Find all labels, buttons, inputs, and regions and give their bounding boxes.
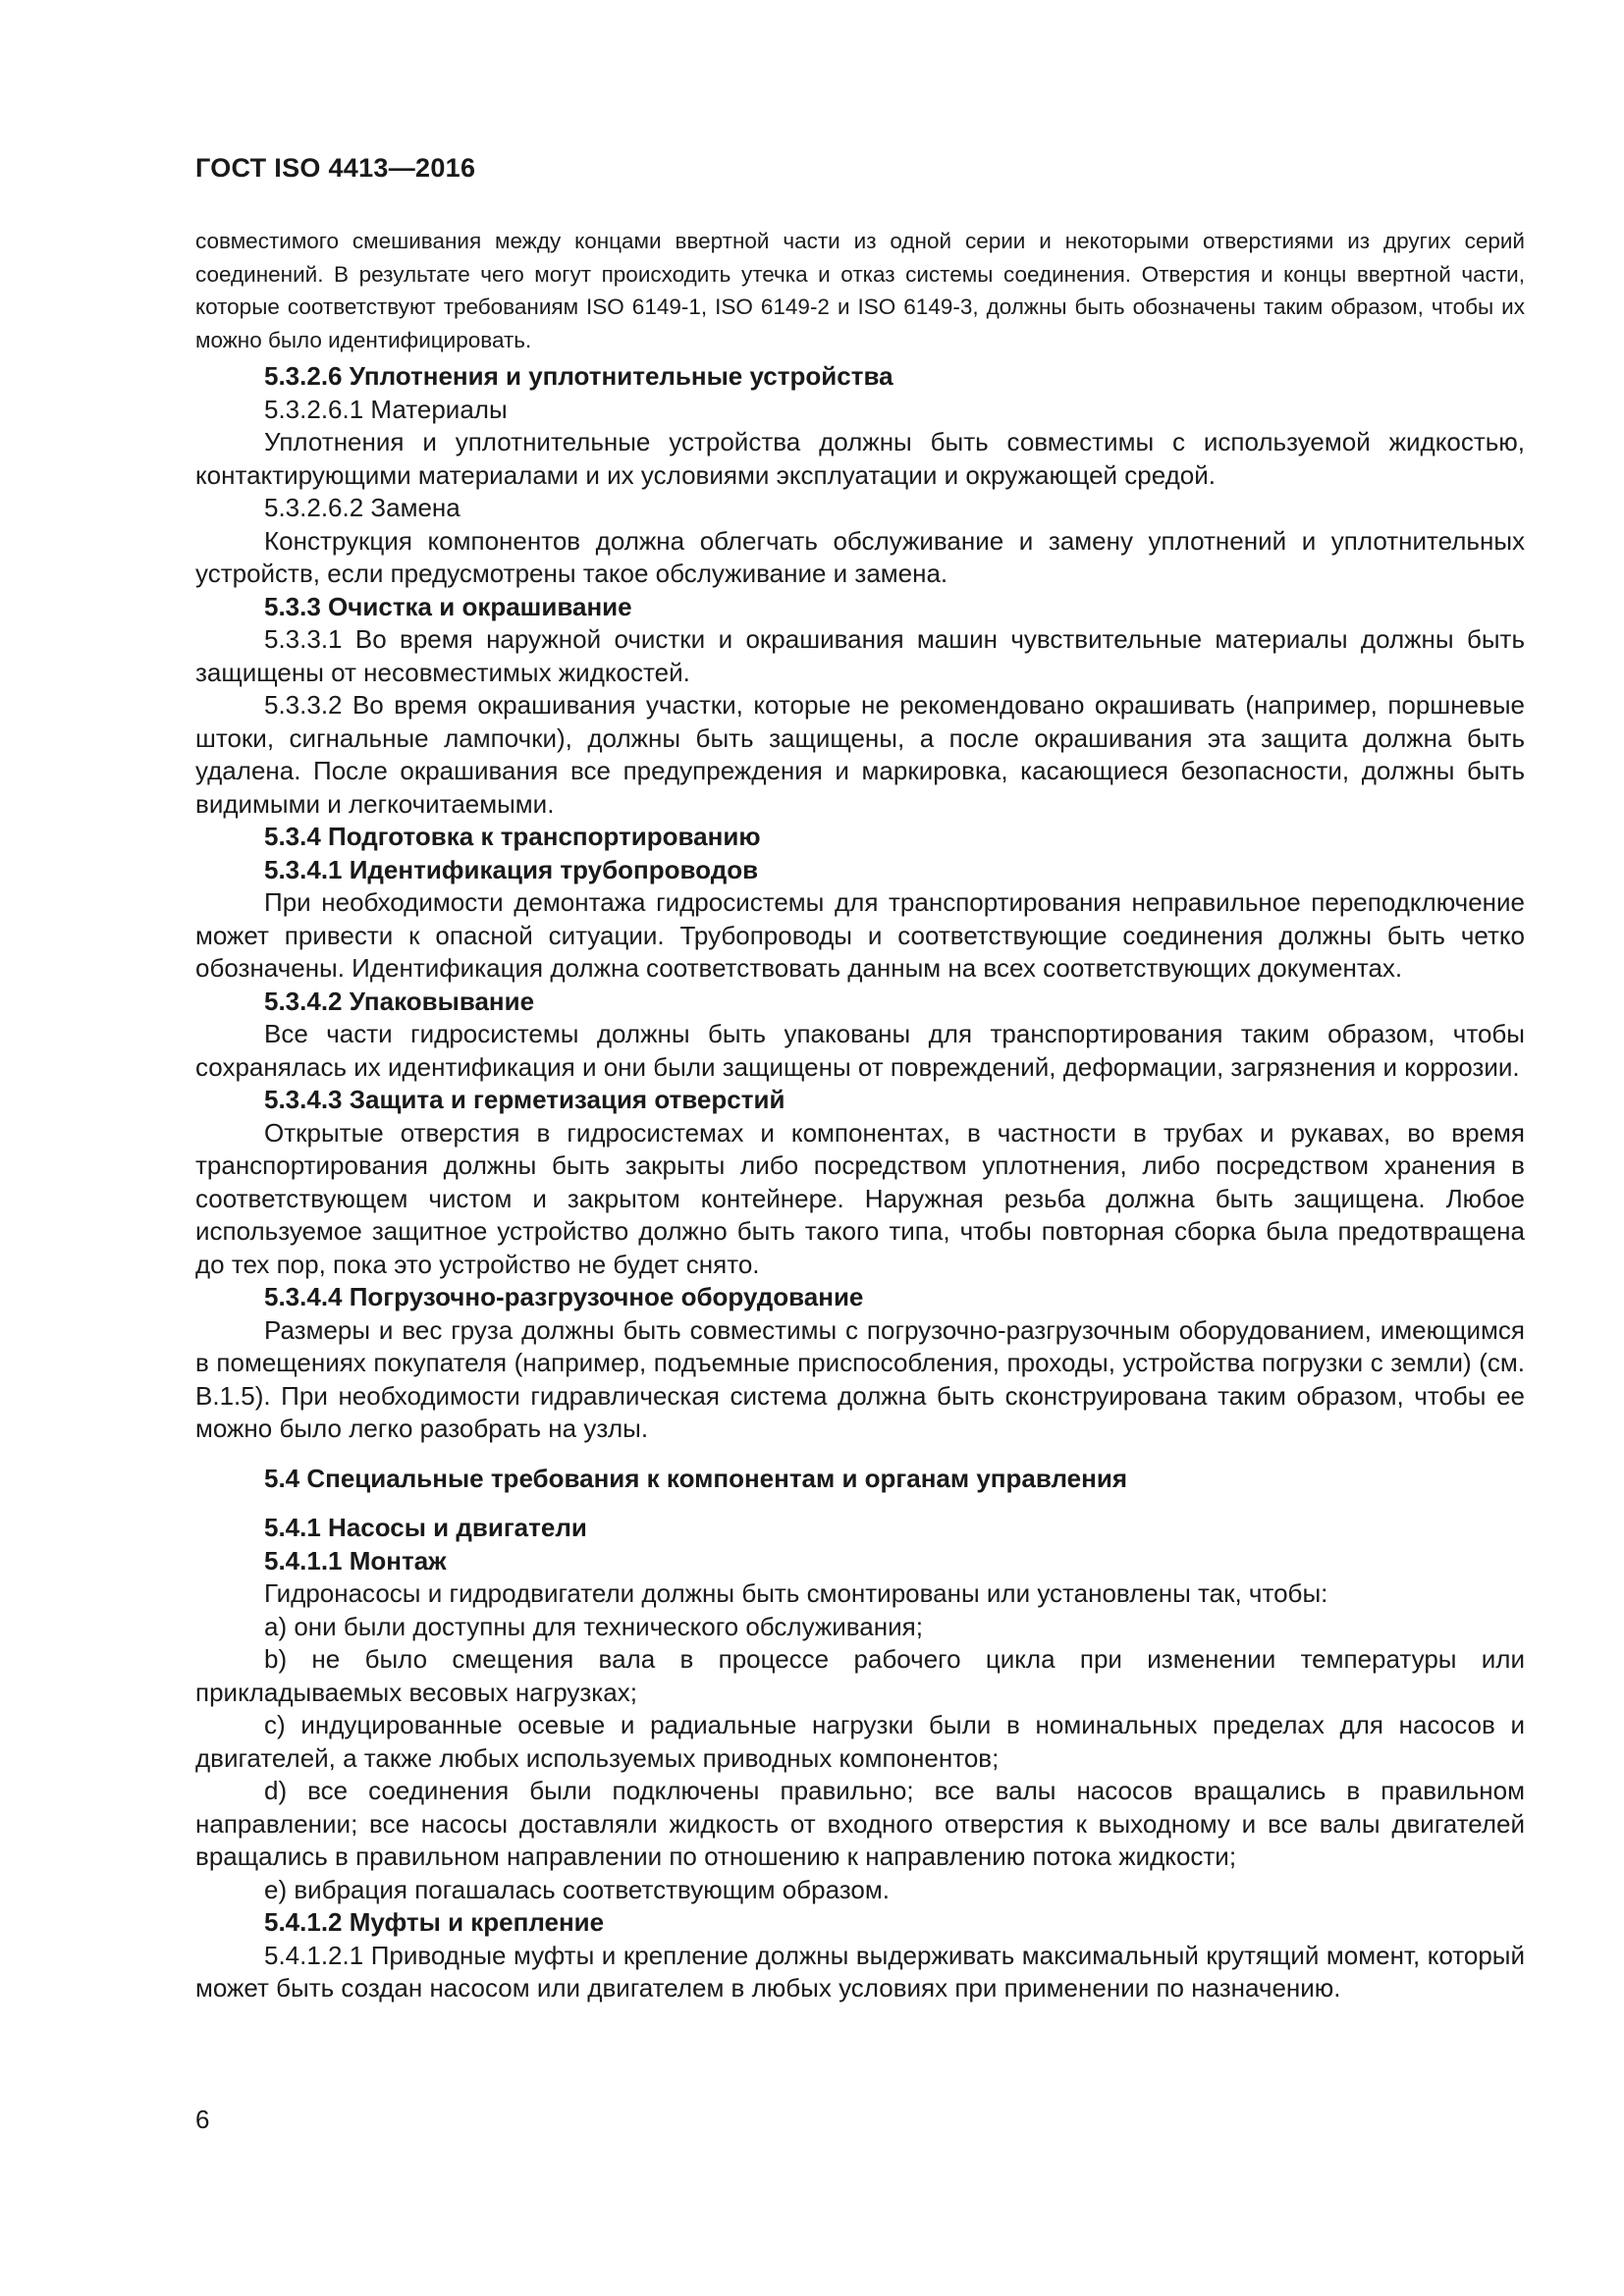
list-item: е) вибрация погашалась соответствующим образом. xyxy=(264,1874,890,1904)
body-paragraph: 5.4.1.2.1 Приводные муфты и крепление должны выдерживать максимальный крутящий момент, который может быть создан насосом или двигателем в любых условиях при применении по назначению. xyxy=(195,1940,1525,2002)
body-paragraph: Все части гидросистемы должны быть упакованы для транспортирования таким образом, чтобы сохранялась их идентификация и они были защищены от повреждений, деформации, загрязнения и коррозии. xyxy=(195,1019,1525,1082)
section-heading: 5.4.1.2 Муфты и крепление xyxy=(264,1907,605,1937)
section-heading: 5.3.3 Очистка и окрашивание xyxy=(264,591,632,621)
body-paragraph: Уплотнения и уплотнительные устройства должны быть совместимы с используемой жидкостью, контактирующими материалами и их условиями эксплуатации и окружающей средой. xyxy=(195,427,1525,490)
section-heading: 5.3.4.2 Упаковывание xyxy=(264,986,535,1016)
page-number: 6 xyxy=(195,2105,210,2134)
section-heading: 5.3.4 Подготовка к транспортированию xyxy=(264,822,761,851)
body-paragraph: Открытые отверстия в гидросистемах и компонентах, в частности в трубах и рукавах, во время транспортирования должны быть закрыты либо посредством уплотнения, либо посредством хранения в соответствующем чистом и закрытом контейнере. Наружная резьба должна быть защищена. Любое используемое защитное устройство должно быть такого типа, чтобы повторная сборка была предотвращена до тех пор, пока это устройство не будет снято. xyxy=(195,1117,1525,1279)
body-paragraph: 5.3.3.1 Во время наружной очистки и окрашивания машин чувствительные материалы должны быть защищены от несовместимых жидкостей. xyxy=(195,624,1525,687)
document-header: ГОСТ ISO 4413—2016 xyxy=(195,153,476,183)
document-body xyxy=(195,360,1525,2005)
list-item: b) не было смещения вала в процессе рабочего цикла при изменении температуры или прикладываемых весовых нагрузках; xyxy=(195,1644,1525,1707)
list-item: а) они были доступны для технического обслуживания; xyxy=(264,1611,923,1641)
section-heading: 5.4.1.1 Монтаж xyxy=(264,1545,447,1575)
list-item: с) индуцированные осевые и радиальные нагрузки были в номинальных пределах для насосов и двигателей, а также любых используемых приводных компонентов; xyxy=(195,1710,1525,1773)
body-paragraph: Размеры и вес груза должны быть совместимы с погрузочно-разгрузочным оборудованием, имеющимся в помещениях покупателя (например, подъемные приспособления, проходы, устройства погрузки с земли) (см. В.1.5). При необходимости гидравлическая система должна быть сконструирована таким образом, чтобы ее можно было легко разобрать на узлы. xyxy=(195,1314,1525,1443)
section-heading: 5.3.4.1 Идентификация трубопроводов xyxy=(264,854,759,884)
section-heading: 5.3.2.6 Уплотнения и уплотнительные устройства xyxy=(264,361,893,391)
section-heading: 5.3.4.3 Защита и герметизация отверстий xyxy=(264,1085,785,1114)
subsection-heading: 5.3.2.6.1 Материалы xyxy=(264,394,508,424)
section-heading: 5.4 Специальные требования к компонентам и органам управления xyxy=(264,1463,1127,1493)
body-paragraph: 5.3.3.2 Во время окрашивания участки, которые не рекомендовано окрашивать (например, поршневые штоки, сигнальные лампочки), должны быть защищены, а после окрашивания эта защита должна быть удалена. После окрашивания все предупреждения и маркировка, касающиеся безопасности, должны быть видимыми и легкочитаемыми. xyxy=(195,690,1525,819)
section-heading: 5.3.4.4 Погрузочно-разгрузочное оборудование xyxy=(264,1282,864,1311)
subsection-heading: 5.3.2.6.2 Замена xyxy=(264,493,460,522)
intro-paragraph: совместимого смешивания между концами ввертной части из одной серии и некоторыми отверстиями из других серий соединений. В результате чего могут происходить утечка и отказ системы соединения. Отверстия и концы ввертной части, которые соответствуют требованиям ISO 6149-1, ISO 6149-2 и ISO 6149-3, должны быть обозначены таким образом, чтобы их можно было идентифицировать. xyxy=(195,229,1525,352)
list-item: d) все соединения были подключены правильно; все валы насосов вращались в правильном направлении; все насосы доставляли жидкость от входного отверстия к выходному и все валы двигателей вращались в правильном направлении по отношению к направлению потока жидкости; xyxy=(195,1776,1525,1871)
body-paragraph: Конструкция компонентов должна облегчать обслуживание и замену уплотнений и уплотнительных устройств, если предусмотрены такое обслуживание и замена. xyxy=(195,525,1525,588)
body-paragraph: При необходимости демонтажа гидросистемы для транспортирования неправильное переподключение может привести к опасной ситуации. Трубопроводы и соответствующие соединения должны быть четко обозначены. Идентификация должна соответствовать данным на всех соответствующих документах. xyxy=(195,887,1525,983)
section-heading: 5.4.1 Насосы и двигатели xyxy=(264,1513,587,1542)
body-paragraph: Гидронасосы и гидродвигатели должны быть смонтированы или установлены так, чтобы: xyxy=(264,1578,1328,1608)
